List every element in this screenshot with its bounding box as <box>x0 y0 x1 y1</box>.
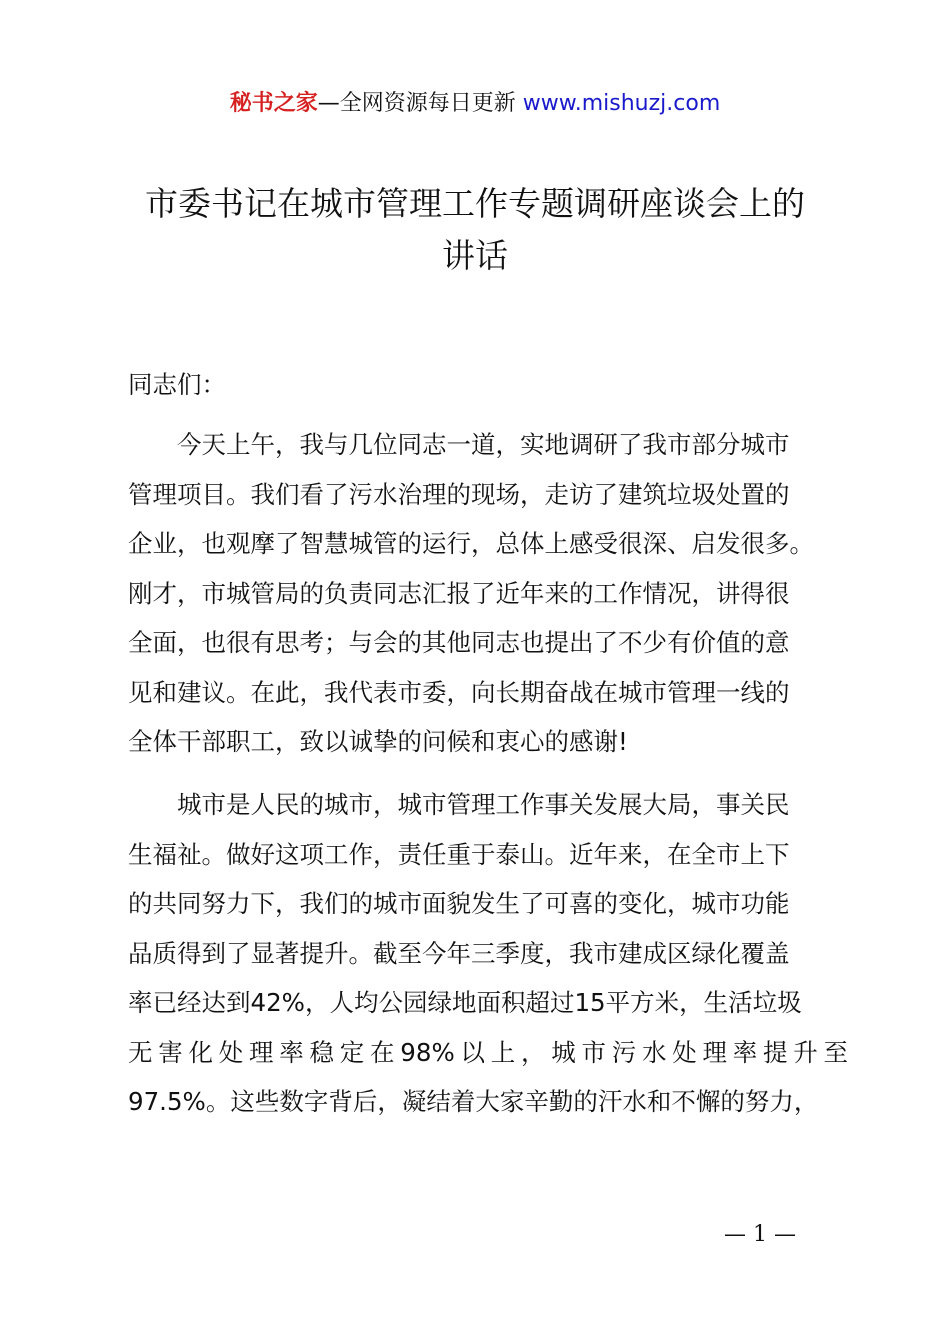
paragraph-line: 97.5%。这些数字背后，凝结着大家辛勤的汗水和不懈的努力， <box>128 1087 819 1116</box>
paragraph-line: 品质得到了显著提升。截至今年三季度，我市建成区绿化覆盖 <box>128 938 790 968</box>
paragraph-line: 企业，也观摩了智慧城管的运行，总体上感受很深、启发很多。 <box>128 529 814 558</box>
paragraph-line: 管理项目。我们看了污水治理的现场，走访了建筑垃圾处置的 <box>128 479 790 509</box>
paragraph-2 <box>128 780 848 1127</box>
paragraph-line: 城市是人民的城市，城市管理工作事关发展大局，事关民 <box>177 790 790 819</box>
title-line-2: 讲话 <box>442 236 508 275</box>
salutation: 同志们： <box>128 370 226 399</box>
paragraph-line: 生福祉。做好这项工作，责任重于泰山。近年来，在全市上下 <box>128 839 790 869</box>
page-number: — 1 — <box>724 1222 796 1247</box>
paragraph-line: 刚才，市城管局的负责同志汇报了近年来的工作情况，讲得很 <box>128 578 790 608</box>
paragraph-line: 全面，也很有思考；与会的其他同志也提出了不少有价值的意 <box>128 628 790 657</box>
banner-slogan: —全网资源每日更新 <box>317 91 516 116</box>
paragraph-line: 全体干部职工，致以诚挚的问候和衷心的感谢! <box>128 727 628 756</box>
paragraph-line: 见和建议。在此，我代表市委，向长期奋战在城市管理一线的 <box>128 677 790 707</box>
site-banner <box>0 88 950 120</box>
paragraph-line: 无害化处理率稳定在98%以上，城市污水处理率提升至 <box>128 1037 848 1067</box>
document-title <box>110 178 840 282</box>
title-line-1: 市委书记在城市管理工作专题调研座谈会上的 <box>145 184 805 223</box>
paragraph-line: 的共同努力下，我们的城市面貌发生了可喜的变化，城市功能 <box>128 889 790 918</box>
paragraph-line: 今天上午，我与几位同志一道，实地调研了我市部分城市 <box>177 430 790 459</box>
paragraph-1 <box>128 420 848 767</box>
website-link[interactable]: www.mishuzj.com <box>522 91 721 116</box>
paragraph-line: 率已经达到42%，人均公园绿地面积超过15平方米，生活垃圾 <box>128 988 802 1017</box>
brand-name: 秘书之家 <box>229 91 318 116</box>
